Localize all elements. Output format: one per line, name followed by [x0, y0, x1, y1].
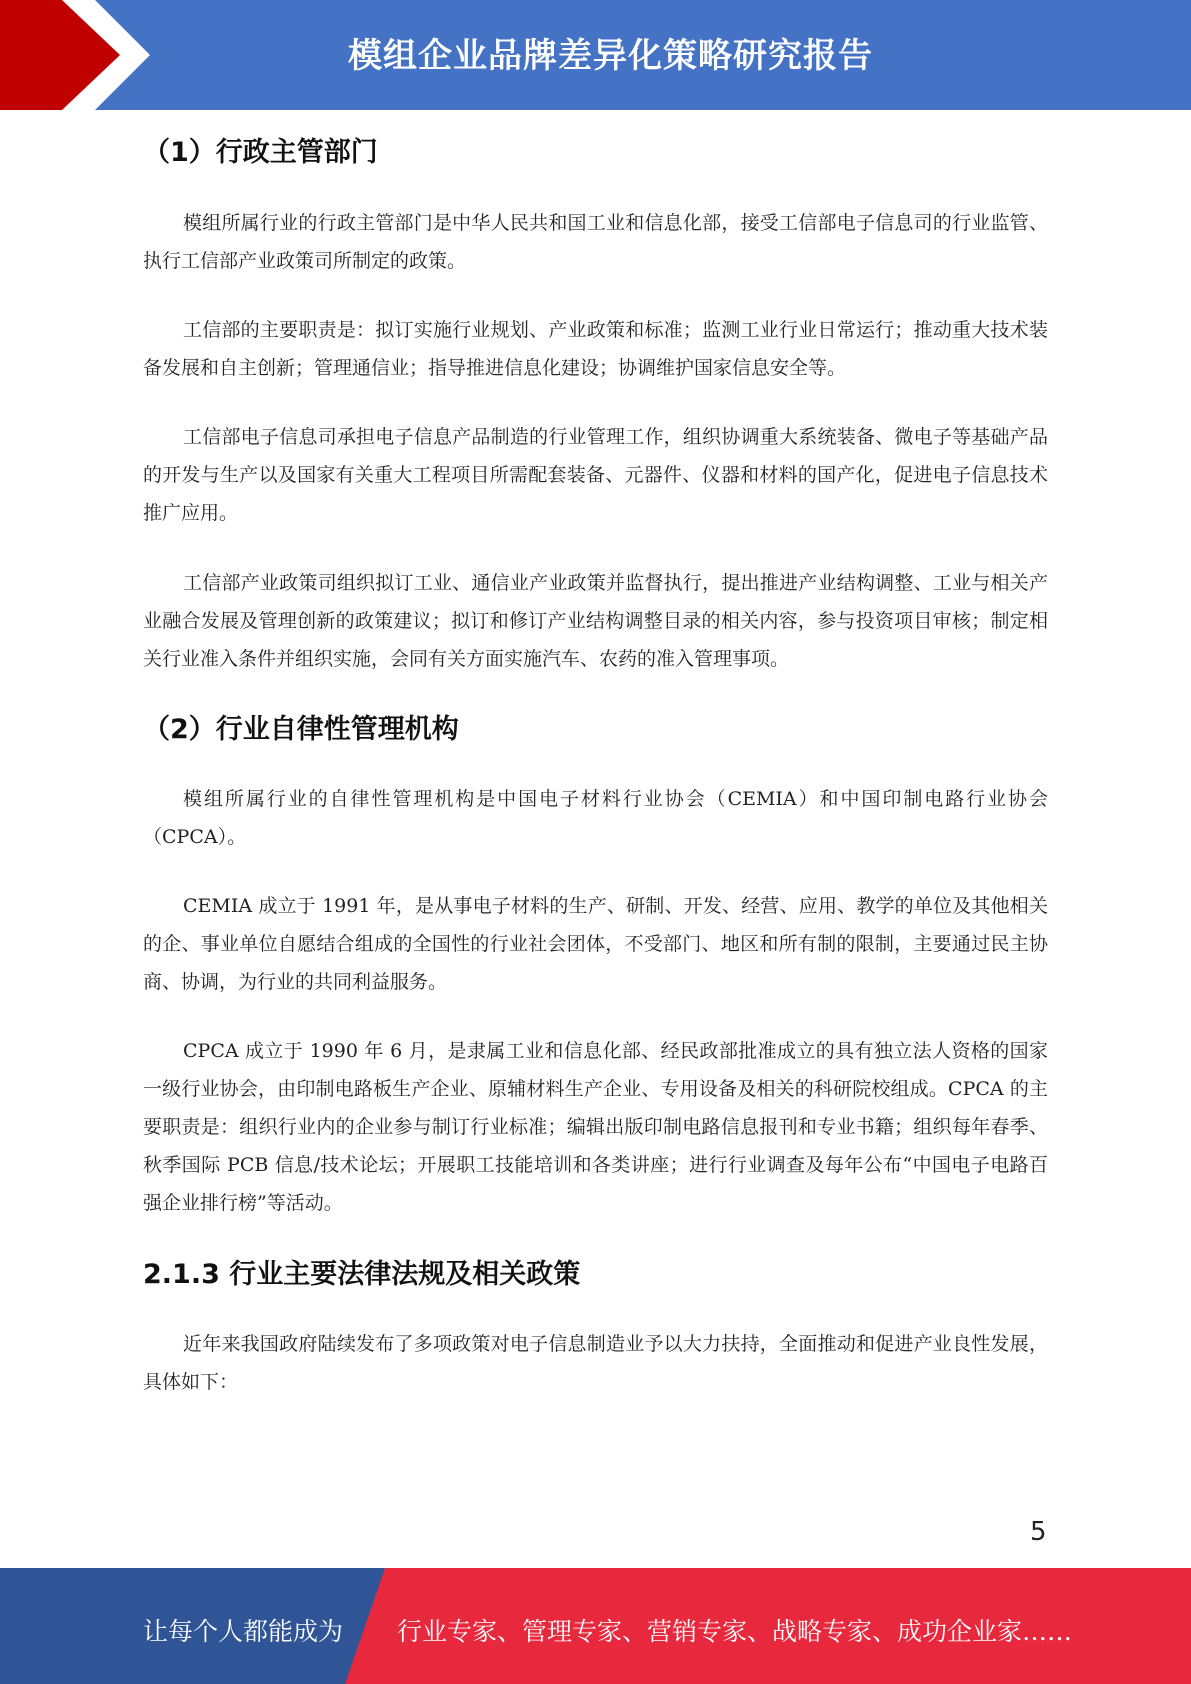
paragraph: 工信部产业政策司组织拟订工业、通信业产业政策并监督执行，提出推进产业结构调整、工业与相关产业融合发展及管理创新的政策建议；拟订和修订产业结构调整目录的相关内容，参与投资项目审核；制定相关行业准入条件并组织实施，会同有关方面实施汽车、农药的准入管理事项。: [143, 572, 1048, 670]
footer-banner: [0, 1568, 1191, 1684]
paragraph: CEMIA 成立于 1991 年，是从事电子材料的生产、研制、开发、经营、应用、教学的单位及其他相关的企、事业单位自愿结合组成的全国性的行业社会团体，不受部门、地区和所有制的限制，主要通过民主协商、协调，为行业的共同利益服务。: [143, 895, 1048, 993]
paragraph: CPCA 成立于 1990 年 6 月，是隶属工业和信息化部、经民政部批准成立的具有独立法人资格的国家一级行业协会，由印制电路板生产企业、原辅材料生产企业、专用设备及相关的科研院校组成。CPCA 的主要职责是：组织行业内的企业参与制订行业标准；编辑出版印制电路信息报刊和专业书籍；组织每年春季、秋季国际 PCB 信息/技术论坛；开展职工技能培训和各类讲座；进行行业调查及每年公布“中国电子电路百强企业排行榜”等活动。: [143, 1040, 1048, 1214]
section-heading-administrative: （1）行政主管部门: [143, 137, 378, 168]
section-heading-self-regulatory: （2）行业自律性管理机构: [143, 714, 459, 745]
paragraph: 工信部电子信息司承担电子信息产品制造的行业管理工作，组织协调重大系统装备、微电子等基础产品的开发与生产以及国家有关重大工程项目所需配套装备、元器件、仪器和材料的国产化，促进电子信息技术推广应用。: [143, 426, 1048, 524]
page-number: 5: [1030, 1517, 1047, 1547]
section-heading-laws-policies: 2.1.3 行业主要法律法规及相关政策: [143, 1259, 581, 1290]
paragraph: 近年来我国政府陆续发布了多项政策对电子信息制造业予以大力扶持，全面推动和促进产业良性发展，具体如下：: [143, 1333, 1048, 1393]
header-bar: [0, 0, 1191, 110]
document-title: 模组企业品牌差异化策略研究报告: [348, 36, 873, 76]
footer-slogan-right: 行业专家、管理专家、营销专家、战略专家、成功企业家……: [397, 1617, 1073, 1646]
footer-slogan-left: 让每个人都能成为: [143, 1617, 344, 1646]
paragraph: 工信部的主要职责是：拟订实施行业规划、产业政策和标准；监测工业行业日常运行；推动重大技术装备发展和自主创新；管理通信业；指导推进信息化建设；协调维护国家信息安全等。: [143, 319, 1048, 379]
paragraph: 模组所属行业的行政主管部门是中华人民共和国工业和信息化部，接受工信部电子信息司的行业监管、执行工信部产业政策司所制定的政策。: [143, 212, 1048, 272]
paragraph: 模组所属行业的自律性管理机构是中国电子材料行业协会（CEMIA）和中国印制电路行业协会（CPCA）。: [143, 788, 1048, 848]
